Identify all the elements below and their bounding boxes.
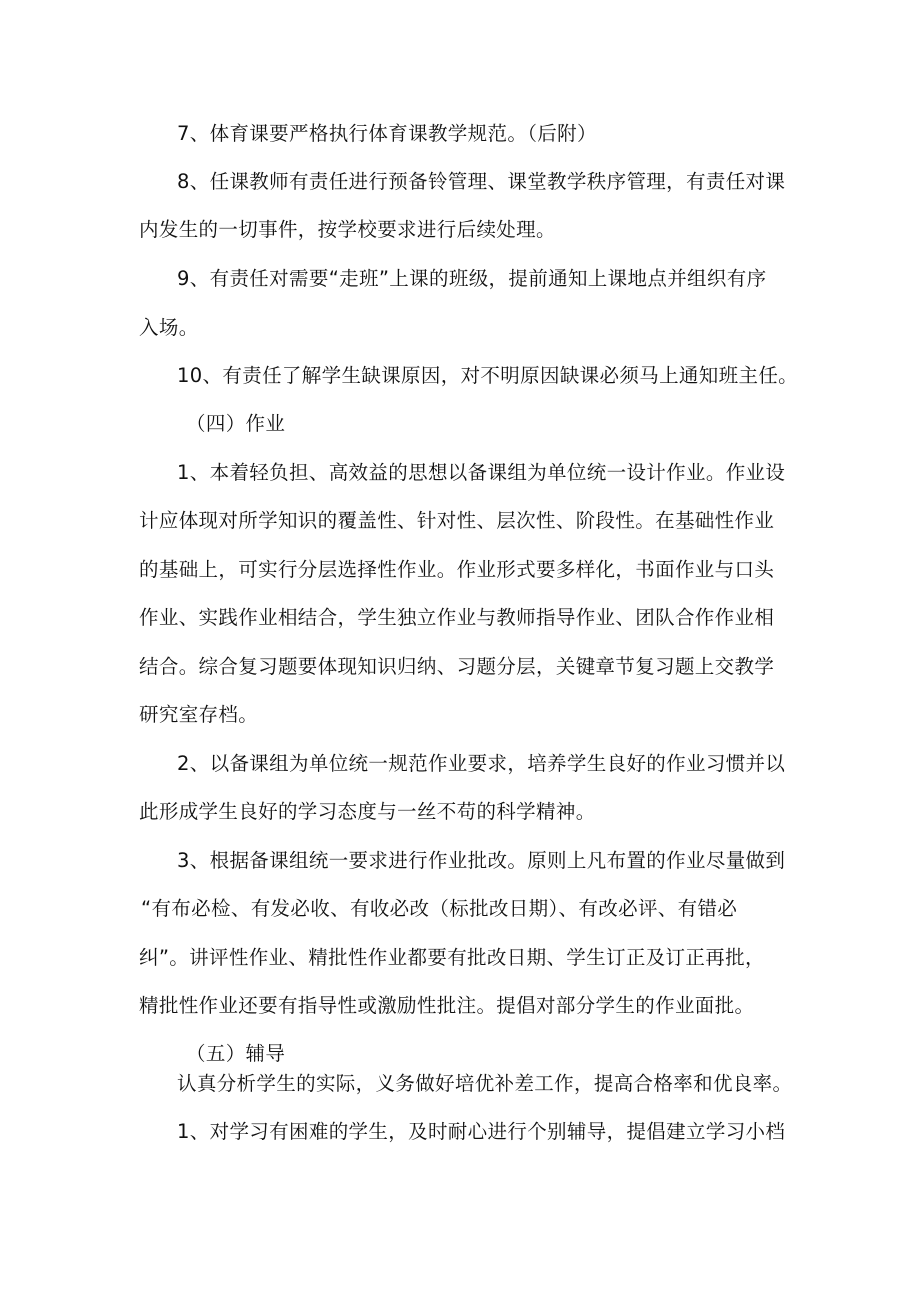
homework-item-3-line-4: 精批性作业还要有指导性或激励性批注。提倡对部分学生的作业面批。 xyxy=(139,994,755,1017)
homework-item-3-line-1: 3、根据备课组统一要求进行作业批改。原则上凡布置的作业尽量做到 xyxy=(177,849,786,872)
homework-item-1-line-2: 计应体现对所学知识的覆盖性、针对性、层次性、阶段性。在基础性作业 xyxy=(139,509,775,532)
homework-item-3-line-2: “有布必检、有发必收、有收必改（标批改日期）、有改必评、有错必 xyxy=(141,897,738,920)
homework-item-2-line-1: 2、以备课组为单位统一规范作业要求，培养学生良好的作业习惯并以 xyxy=(177,752,786,775)
tutoring-item-1-line-1: 1、对学习有困难的学生，及时耐心进行个别辅导，提倡建立学习小档 xyxy=(177,1120,786,1143)
section-heading-tutoring: （五）辅导 xyxy=(186,1042,286,1065)
homework-item-1-line-6: 研究室存档。 xyxy=(139,703,259,726)
section-heading-homework: （四）作业 xyxy=(186,412,286,435)
homework-item-3-line-3: 纠”。讲评性作业、精批性作业都要有批改日期、学生订正及订正再批， xyxy=(139,946,765,969)
tutoring-intro-line: 认真分析学生的实际，义务做好培优补差工作，提高合格率和优良率。 xyxy=(177,1072,793,1095)
paragraph-8-line-1: 8、任课教师有责任进行预备铃管理、课堂教学秩序管理，有责任对课 xyxy=(177,170,786,193)
homework-item-1-line-4: 作业、实践作业相结合，学生独立作业与教师指导作业、团队合作作业相 xyxy=(139,606,775,629)
paragraph-7-line-1: 7、体育课要严格执行体育课教学规范。（后附） xyxy=(177,122,597,145)
homework-item-2-line-2: 此形成学生良好的学习态度与一丝不苟的科学精神。 xyxy=(139,800,596,823)
homework-item-1-line-3: 的基础上，可实行分层选择性作业。作业形式要多样化，书面作业与口头 xyxy=(139,558,775,581)
paragraph-10-line-1: 10、有责任了解学生缺课原因，对不明原因缺课必须马上通知班主任。 xyxy=(177,364,799,387)
homework-item-1-line-1: 1、本着轻负担、高效益的思想以备课组为单位统一设计作业。作业设 xyxy=(177,461,786,484)
paragraph-8-line-2: 内发生的一切事件，按学校要求进行后续处理。 xyxy=(139,218,556,241)
homework-item-1-line-5: 结合。综合复习题要体现知识归纳、习题分层，关键章节复习题上交教学 xyxy=(139,655,775,678)
paragraph-9-line-2: 入场。 xyxy=(139,316,199,339)
paragraph-9-line-1: 9、有责任对需要“走班”上课的班级，提前通知上课地点并组织有序 xyxy=(177,267,767,290)
